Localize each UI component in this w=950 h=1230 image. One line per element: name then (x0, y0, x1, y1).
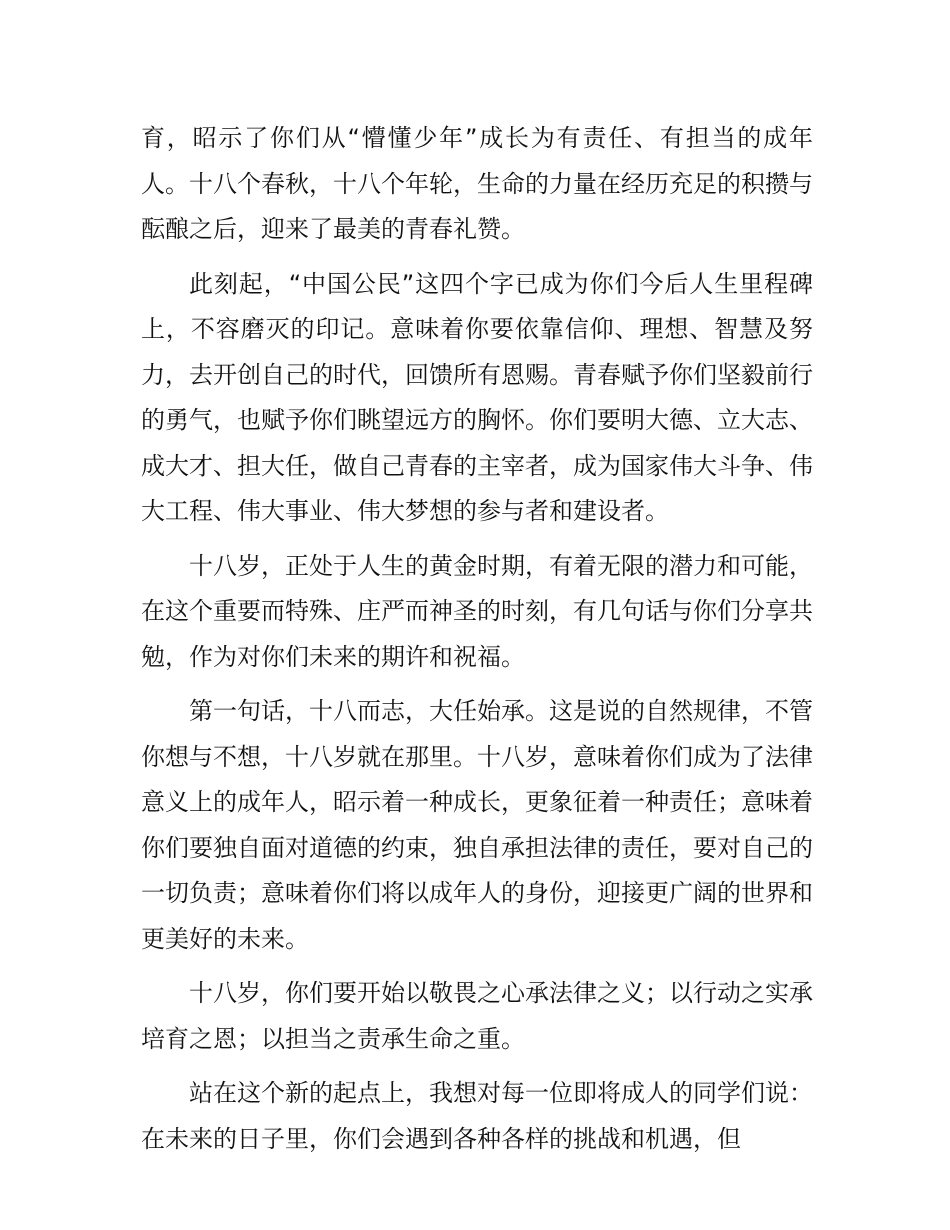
paragraph-2: 此刻起，“中国公民”这四个字已成为你们今后人生里程碑上，不容磨灭的印记。意味着你要依靠信仰、理想、智慧及努力，去开创自己的时代，回馈所有恩赐。青春赋予你们坚毅前行的勇气，也赋予你们眺望远方的胸怀。你们要明大德、立大志、成大才、担大任，做自己青春的主宰者，成为国家伟大斗争、伟大工程、伟大事业、伟大梦想的参与者和建设者。 (141, 269, 813, 525)
paragraph-5: 十八岁，你们要开始以敬畏之心承法律之义；以行动之实承培育之恩；以担当之责承生命之重。 (141, 979, 813, 1053)
paragraph-3: 十八岁，正处于人生的黄金时期，有着无限的潜力和可能，在这个重要而特殊、庄严而神圣的时刻，有几句话与你们分享共勉，作为对你们未来的期许和祝福。 (141, 551, 813, 671)
document-body (141, 116, 813, 1171)
paragraph-1: 育，昭示了你们从“懵懂少年”成长为有责任、有担当的成年人。十八个春秋，十八个年轮，生命的力量在经历充足的积攒与酝酿之后，迎来了最美的青春礼赞。 (141, 124, 813, 243)
paragraph-6: 站在这个新的起点上，我想对每一位即将成人的同学们说：在未来的日子里，你们会遇到各种各样的挑战和机遇，但 (141, 1079, 813, 1153)
paragraph-4: 第一句话，十八而志，大任始承。这是说的自然规律，不管你想与不想，十八岁就在那里。十八岁，意味着你们成为了法律意义上的成年人，昭示着一种成长，更象征着一种责任；意味着你们要独自面对道德的约束，独自承担法律的责任，要对自己的一切负责；意味着你们将以成年人的身份，迎接更广阔的世界和更美好的未来。 (141, 697, 813, 953)
